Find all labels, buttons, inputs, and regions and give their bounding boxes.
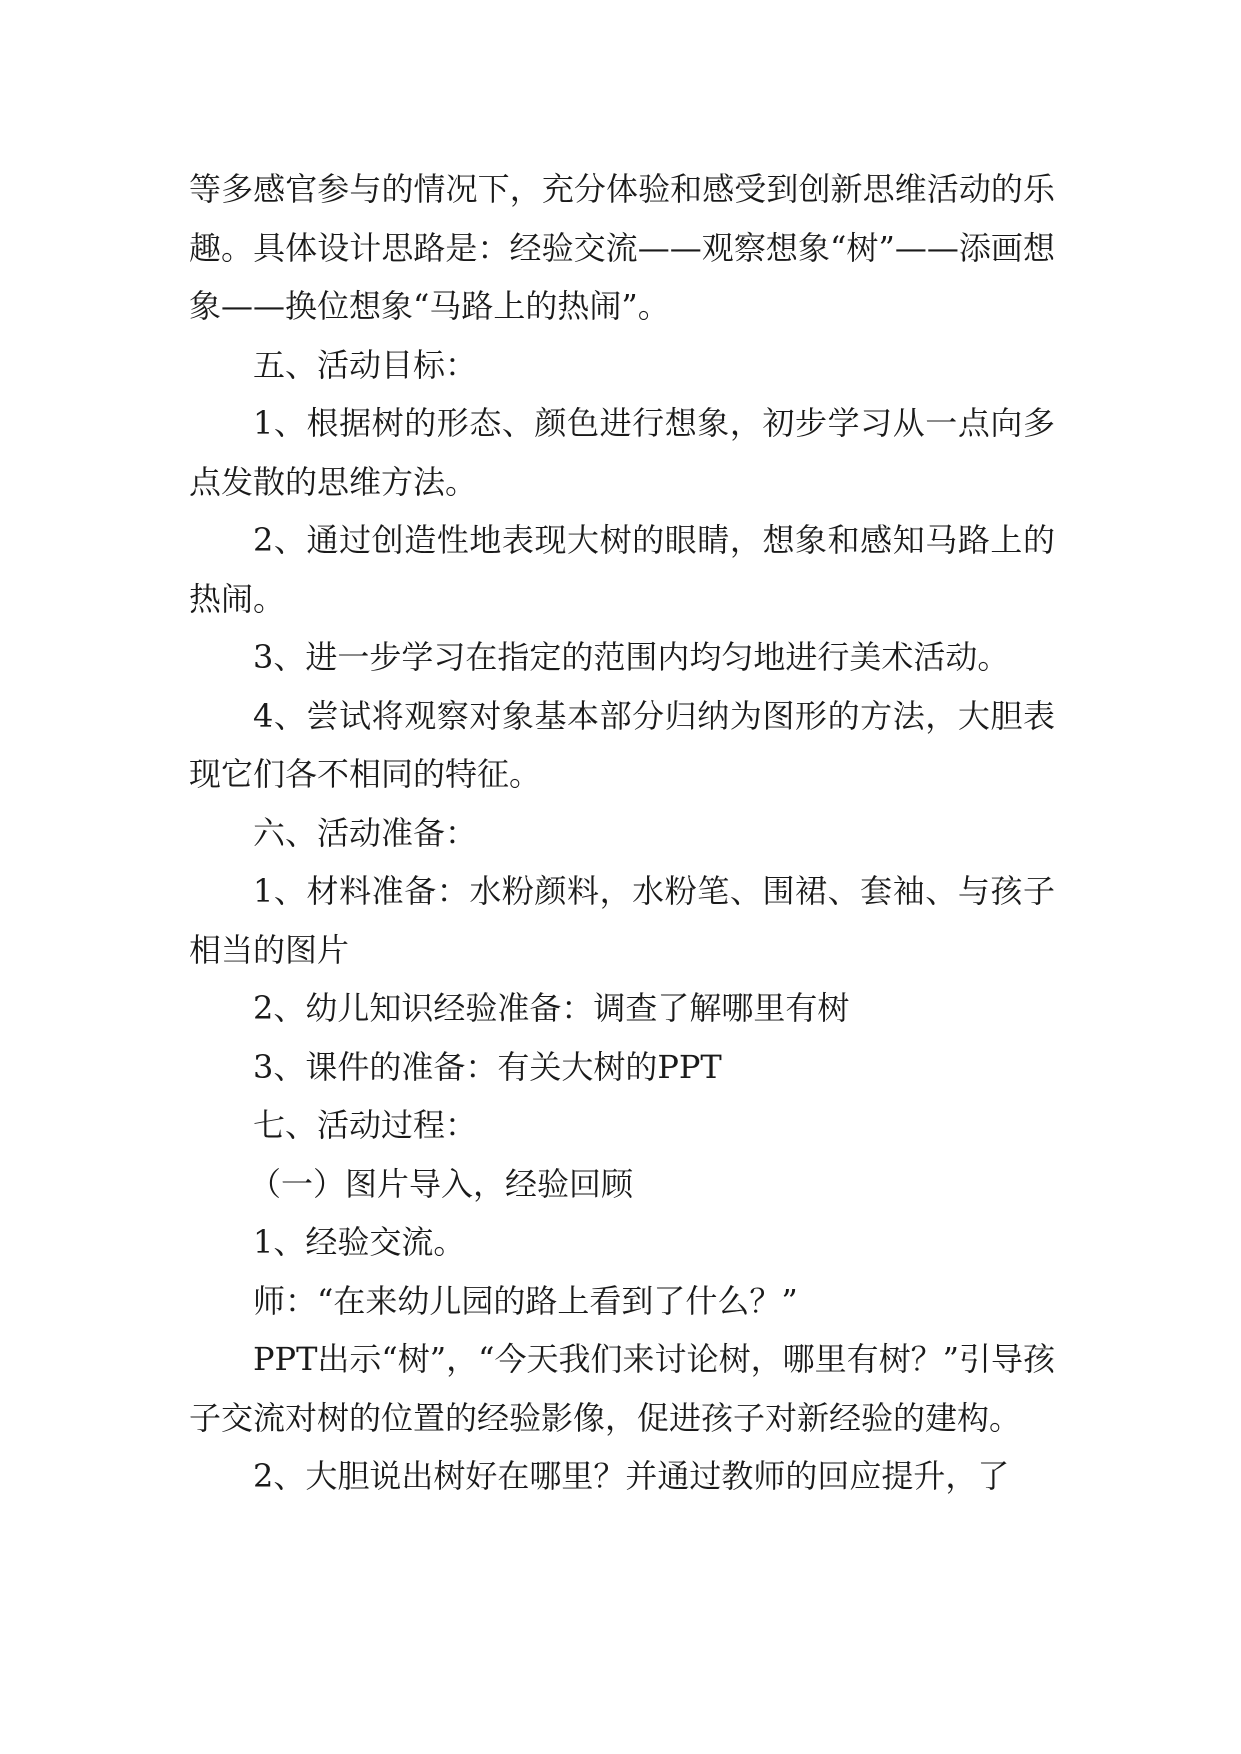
ppt-instruction: PPT出示“树”，“今天我们来讨论树，哪里有树？”引导孩子交流对树的位置的经验影像，促进孩子对新经验的建构。	[189, 1340, 1055, 1437]
goal-item-2: 2、通过创造性地表现大树的眼睛，想象和感知马路上的热闹。	[189, 521, 1055, 618]
preparation-item-3: 3、课件的准备：有关大树的PPT	[253, 1047, 722, 1086]
section-heading-process: 七、活动过程：	[253, 1106, 478, 1144]
process-step-1: 1、经验交流。	[253, 1223, 466, 1261]
subsection-heading-intro: （一）图片导入，经验回顾	[249, 1164, 634, 1203]
goal-item-1: 1、根据树的形态、颜色进行想象，初步学习从一点向多点发散的思维方法。	[189, 404, 1055, 501]
goal-item-3: 3、进一步学习在指定的范围内均匀地进行美术活动。	[253, 638, 1010, 676]
document-body	[189, 160, 1055, 1506]
paragraph-continuation: 等多感官参与的情况下，充分体验和感受到创新思维活动的乐趣。具体设计思路是：经验交流——观察想象“树”——添画想象——换位想象“马路上的热闹”。	[189, 170, 1055, 325]
preparation-item-1: 1、材料准备：水粉颜料，水粉笔、围裙、套袖、与孩子相当的图片	[189, 872, 1055, 969]
preparation-item-2: 2、幼儿知识经验准备：调查了解哪里有树	[253, 989, 850, 1027]
teacher-quote: 师：“在来幼儿园的路上看到了什么？”	[253, 1281, 798, 1320]
section-heading-goals: 五、活动目标：	[253, 345, 478, 384]
goal-item-4: 4、尝试将观察对象基本部分归纳为图形的方法，大胆表现它们各不相同的特征。	[189, 696, 1055, 793]
process-step-2: 2、大胆说出树好在哪里？并通过教师的回应提升，了	[253, 1457, 1010, 1495]
section-heading-preparation: 六、活动准备：	[253, 813, 478, 852]
